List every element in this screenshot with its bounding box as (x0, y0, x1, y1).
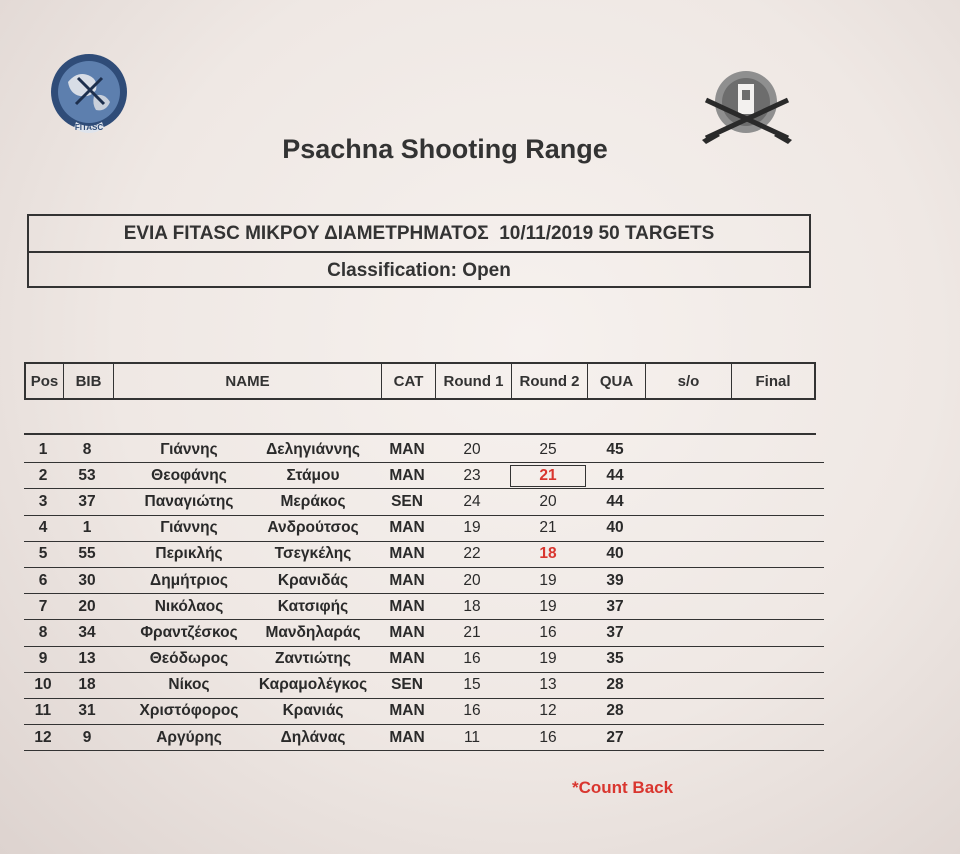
col-header-name: NAME (114, 364, 382, 398)
pos-cell: 9 (38, 650, 48, 668)
qua-cell: 37 (606, 623, 624, 641)
last-name: Ανδρούτσος (267, 519, 359, 537)
bib-cell: 8 (82, 440, 92, 458)
round1-cell: 20 (463, 440, 481, 458)
cat-cell: MAN (389, 466, 425, 484)
last-name: Μανδηλαράς (265, 623, 361, 641)
table-row (24, 463, 824, 489)
cat-cell: MAN (389, 519, 425, 537)
pos-cell: 5 (38, 545, 48, 563)
bib-cell: 55 (78, 545, 96, 563)
first-name: Νικόλαος (154, 597, 224, 615)
count-back-note: *Count Back (572, 778, 674, 797)
bib-cell: 9 (82, 728, 92, 746)
round2-cell: 12 (539, 702, 557, 720)
name-cell (112, 519, 380, 537)
event-header-box (27, 214, 811, 288)
event-title: EVIA FITASC ΜΙΚΡΟΥ ΔΙΑΜΕΤΡΗΜΑΤΟΣ 10/11/2019 50 TARGETS (123, 222, 715, 244)
pos-cell: 11 (34, 702, 52, 720)
col-header-round1: Round 1 (436, 364, 512, 398)
table-row (24, 673, 824, 699)
classification-label: Classification: Open (29, 251, 809, 288)
name-cell (112, 572, 380, 590)
cat-cell: MAN (389, 728, 425, 746)
first-name: Θεόδωρος (149, 650, 229, 668)
round1-cell: 21 (463, 623, 481, 641)
pos-cell: 7 (38, 597, 48, 615)
col-header-bib: BIB (64, 364, 114, 398)
first-name: Παναγιώτης (144, 492, 234, 510)
qua-cell: 39 (606, 571, 624, 589)
qua-cell: 44 (606, 492, 624, 510)
table-row (24, 647, 824, 673)
col-header-pos: Pos (26, 364, 64, 398)
bib-cell: 18 (78, 676, 96, 694)
last-name: Κατσιφής (277, 597, 349, 615)
table-row (24, 437, 824, 463)
first-name: Περικλής (155, 545, 223, 563)
bib-cell: 1 (82, 519, 92, 537)
cat-cell: MAN (389, 545, 425, 563)
name-cell (112, 650, 380, 668)
fitasc-logo-icon (46, 52, 132, 138)
last-name: Καραμολέγκος (258, 676, 368, 694)
cat-cell: MAN (389, 650, 425, 668)
table-row (24, 568, 824, 594)
round1-cell: 24 (463, 492, 481, 510)
name-cell (112, 598, 380, 616)
table-row (24, 489, 824, 515)
pos-cell: 10 (34, 676, 52, 694)
table-row (24, 594, 824, 620)
first-name: Θεοφάνης (151, 466, 227, 484)
cat-cell: MAN (389, 702, 425, 720)
bib-cell: 20 (78, 597, 96, 615)
bib-cell: 37 (78, 492, 96, 510)
round1-cell: 22 (463, 545, 481, 563)
table-header (24, 362, 816, 400)
first-name: Γιάννης (160, 440, 218, 458)
round1-cell: 20 (463, 571, 481, 589)
round2-cell: 19 (539, 597, 557, 615)
qua-cell: 28 (606, 702, 624, 720)
round1-cell: 15 (463, 676, 481, 694)
bib-cell: 53 (78, 466, 96, 484)
first-name: Φραντζέσκος (140, 623, 238, 641)
qua-cell: 40 (606, 545, 624, 563)
name-cell (112, 702, 380, 720)
bib-cell: 34 (78, 623, 96, 641)
table-row (24, 542, 824, 568)
round2-cell: 13 (539, 676, 557, 694)
last-name: Στάμου (286, 466, 340, 484)
pos-cell: 12 (34, 728, 52, 746)
round2-cell: 21 (539, 519, 557, 537)
qua-cell: 37 (606, 597, 624, 615)
table-row (24, 620, 824, 646)
pos-cell: 3 (38, 492, 48, 510)
first-name: Χριστόφορος (139, 702, 239, 720)
cat-cell: SEN (391, 676, 423, 694)
col-header-final: Final (755, 372, 791, 390)
last-name: Κρανιάς (282, 702, 344, 720)
round2-cell: 25 (539, 440, 557, 458)
round1-cell: 23 (463, 466, 481, 484)
qua-cell: 35 (606, 650, 624, 668)
name-cell (112, 676, 380, 694)
qua-cell: 40 (606, 519, 624, 537)
first-name: Δημήτριος (150, 571, 228, 589)
results-table (24, 437, 824, 751)
cat-cell: SEN (391, 492, 423, 510)
round2-cell: 19 (539, 571, 557, 589)
bib-cell: 13 (78, 650, 96, 668)
round1-cell: 11 (463, 728, 481, 746)
cat-cell: MAN (389, 440, 425, 458)
table-row (24, 699, 824, 725)
qua-cell: 28 (606, 676, 624, 694)
last-name: Τσεγκέλης (274, 545, 352, 563)
name-cell (112, 493, 380, 511)
name-cell (112, 467, 380, 485)
col-header-round2: Round 2 (512, 364, 588, 398)
col-header-cat: CAT (382, 364, 436, 398)
round2-cell: 21 (510, 465, 586, 487)
bib-cell: 31 (78, 702, 96, 720)
name-cell (112, 441, 380, 459)
page-title: Psachna Shooting Range (282, 134, 608, 164)
first-name: Γιάννης (160, 519, 218, 537)
bib-cell: 30 (78, 571, 96, 589)
last-name: Δεληγιάννης (266, 440, 360, 458)
table-row (24, 516, 824, 542)
pos-cell: 1 (38, 440, 48, 458)
svg-text:FITASC: FITASC (74, 123, 104, 132)
name-cell (112, 545, 380, 563)
round2-cell: 19 (539, 650, 557, 668)
first-name: Αργύρης (156, 728, 222, 746)
pos-cell: 2 (38, 466, 48, 484)
cat-cell: MAN (389, 597, 425, 615)
round2-cell: 18 (539, 545, 557, 563)
last-name: Ζαντιώτης (275, 650, 351, 668)
round2-cell: 16 (539, 728, 557, 746)
cat-cell: MAN (389, 623, 425, 641)
col-header-so: s/o (646, 364, 732, 398)
qua-cell: 45 (606, 440, 624, 458)
first-name: Νίκος (168, 676, 210, 694)
name-cell (112, 624, 380, 642)
qua-cell: 27 (606, 728, 624, 746)
table-row (24, 725, 824, 751)
pos-cell: 4 (38, 519, 48, 537)
pos-cell: 6 (38, 571, 48, 589)
round1-cell: 16 (463, 650, 481, 668)
col-header-qua: QUA (588, 364, 646, 398)
round1-cell: 19 (463, 519, 481, 537)
cat-cell: MAN (389, 571, 425, 589)
name-cell (112, 729, 380, 747)
last-name: Κρανιδάς (277, 571, 349, 589)
qua-cell: 44 (606, 466, 624, 484)
last-name: Μεράκος (280, 492, 346, 510)
round2-cell: 20 (539, 492, 557, 510)
divider (24, 433, 816, 435)
round1-cell: 16 (463, 702, 481, 720)
round1-cell: 18 (463, 597, 481, 615)
pos-cell: 8 (38, 623, 48, 641)
last-name: Δηλάνας (280, 728, 346, 746)
round2-cell: 16 (539, 623, 557, 641)
